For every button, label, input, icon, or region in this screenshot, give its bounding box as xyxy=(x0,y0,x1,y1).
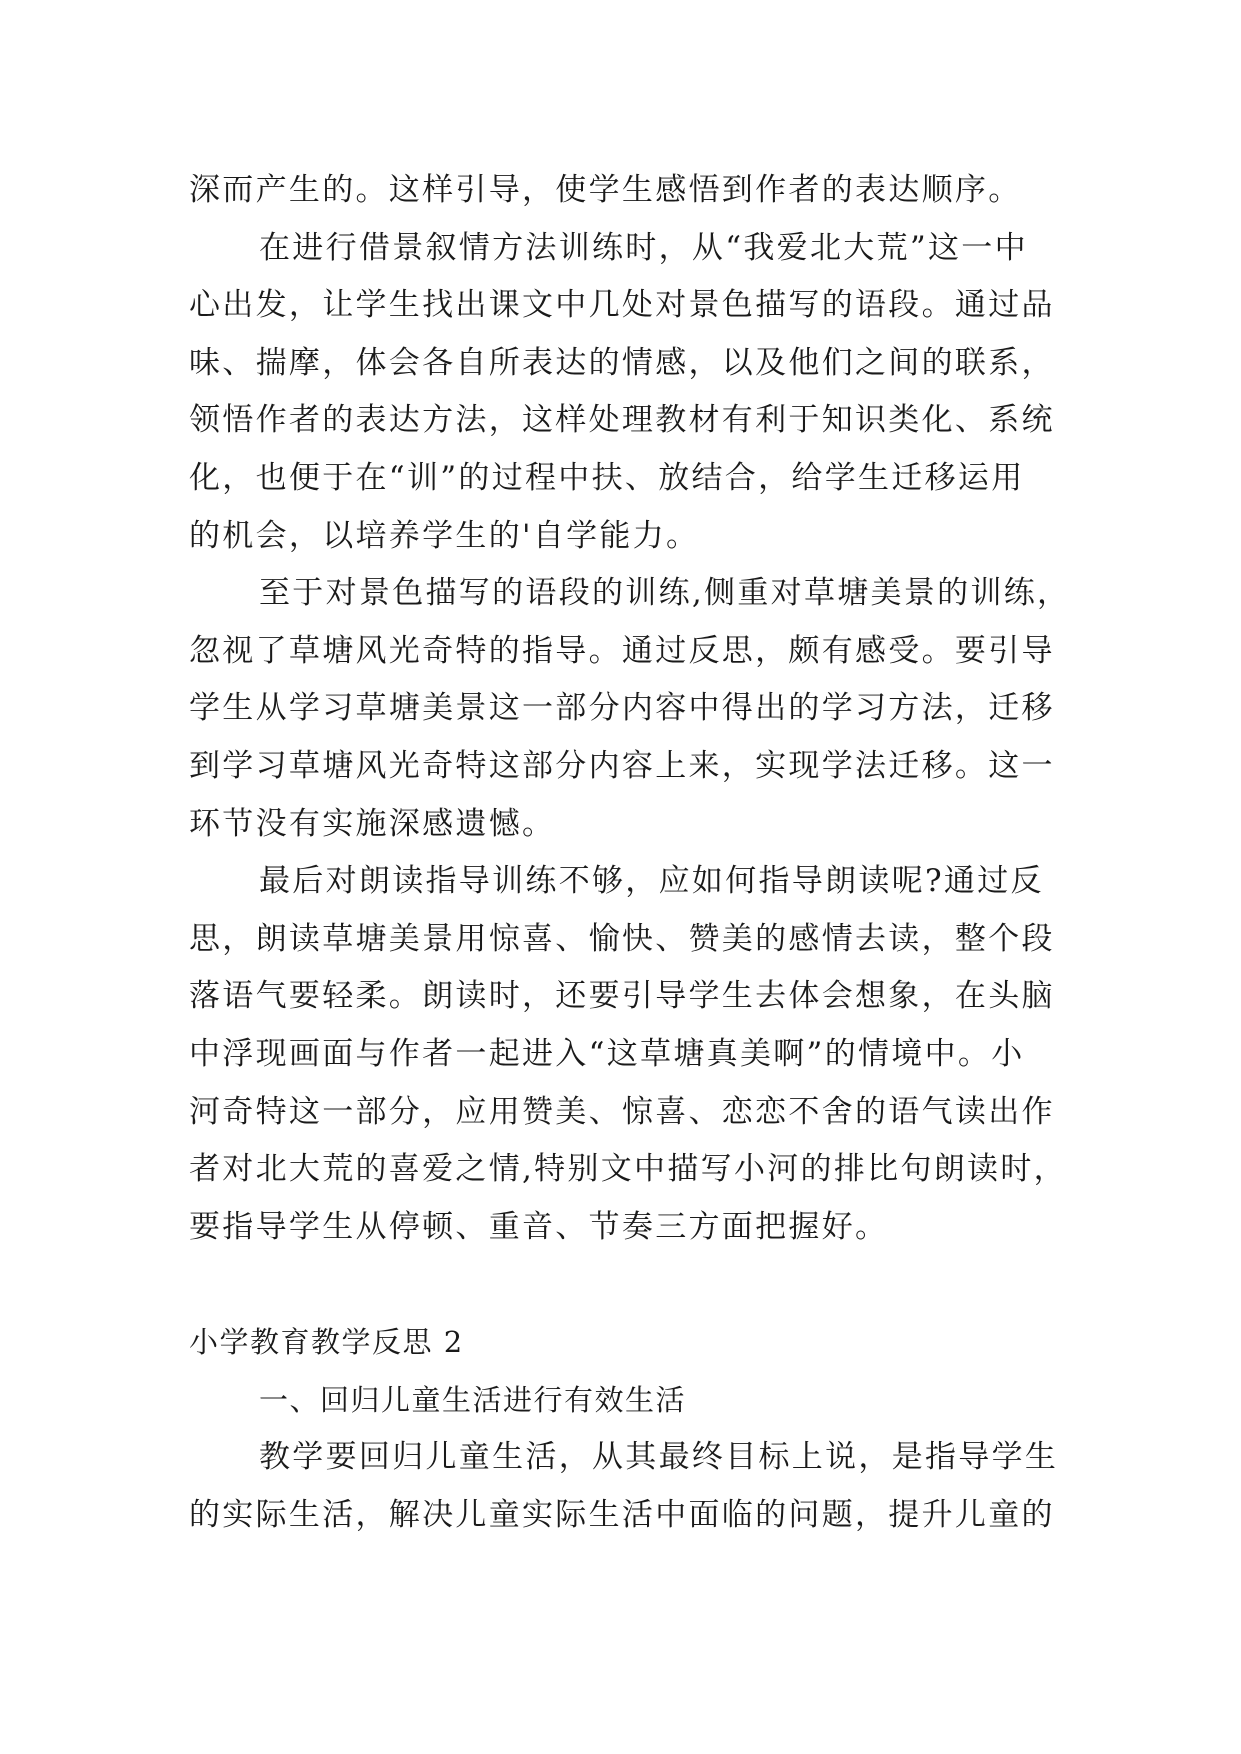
section-spacer xyxy=(189,1256,1059,1314)
paragraph-continuation xyxy=(189,162,1059,220)
text-line: 在进行借景叙情方法训练时，从“我爱北大荒”这一中 xyxy=(259,229,1028,266)
text-line: 最后对朗读指导训练不够，应如何指导朗读呢?通过反 xyxy=(259,863,1044,900)
section-title: 小学教育教学反思 2 xyxy=(189,1325,464,1360)
paragraph-scenery-training xyxy=(189,565,1071,853)
paragraph-borrowing-scenery xyxy=(189,220,1059,566)
text-line: 至于对景色描写的语段的训练,侧重对草塘美景的训练， xyxy=(259,575,1071,612)
text-line: 落语气要轻柔。朗读时，还要引导学生去体会想象，在头脑 xyxy=(189,978,1055,1015)
text-line: 味、揣摩，体会各自所表达的情感，以及他们之间的联系， xyxy=(189,344,1055,381)
text-line: 化，也便于在“训”的过程中扶、放结合，给学生迁移运用 xyxy=(189,459,1025,496)
text-line: 学生从学习草塘美景这一部分内容中得出的学习方法，迁移 xyxy=(189,690,1055,727)
text-line: 的机会，以培养学生的'自学能力。 xyxy=(189,517,700,554)
subheading: 一、回归儿童生活进行有效生活 xyxy=(259,1382,687,1417)
paragraph-return-to-life xyxy=(189,1429,1059,1544)
text-line: 忽视了草塘风光奇特的指导。通过反思，颇有感受。要引导 xyxy=(189,632,1055,669)
text-line: 深而产生的。这样引导，使学生感悟到作者的表达顺序。 xyxy=(189,172,1022,208)
paragraph-reading-guidance xyxy=(189,853,1067,1256)
text-line: 思，朗读草塘美景用惊喜、愉快、赞美的感情去读，整个段 xyxy=(189,920,1055,957)
text-line: 中浮现画面与作者一起进入“这草塘真美啊”的情境中。小 xyxy=(189,1035,1025,1072)
text-line: 要指导学生从停顿、重音、节奏三方面把握好。 xyxy=(189,1208,889,1245)
subheading-block xyxy=(189,1372,1059,1430)
text-line: 心出发，让学生找出课文中几处对景色描写的语段。通过品 xyxy=(189,287,1055,324)
text-line: 者对北大荒的喜爱之情,特别文中描写小河的排比句朗读时， xyxy=(189,1151,1067,1188)
text-line: 环节没有实施深感遗憾。 xyxy=(189,805,556,842)
section-title-block xyxy=(189,1314,1059,1372)
text-line: 河奇特这一部分，应用赞美、惊喜、恋恋不舍的语气读出作 xyxy=(189,1093,1055,1130)
text-line: 到学习草塘风光奇特这部分内容上来，实现学法迁移。这一 xyxy=(189,747,1055,784)
text-line: 的实际生活，解决儿童实际生活中面临的问题，提升儿童的 xyxy=(189,1497,1055,1534)
text-line: 教学要回归儿童生活，从其最终目标上说，是指导学生 xyxy=(259,1439,1059,1476)
text-line: 领悟作者的表达方法，这样处理教材有利于知识类化、系统 xyxy=(189,402,1055,439)
document-body xyxy=(189,162,1071,1545)
